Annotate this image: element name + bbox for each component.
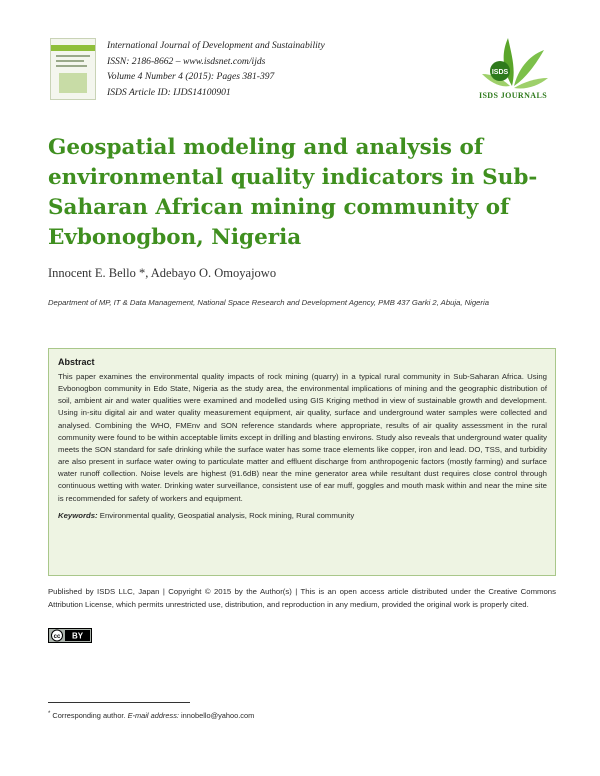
author-email[interactable]: innobello@yahoo.com <box>181 711 255 720</box>
keywords-label: Keywords: <box>58 510 98 520</box>
keywords-line <box>58 511 547 520</box>
abstract-heading: Abstract <box>58 357 95 367</box>
svg-text:ISDS: ISDS <box>491 69 509 76</box>
abstract-box <box>48 348 556 576</box>
paper-title: Geospatial modeling and analysis of environmental quality indicators in Sub-Saharan African mining community of Evbonogbon, Nigeria <box>48 135 538 250</box>
email-label: E-mail address: <box>127 711 179 720</box>
logo-caption: ISDS JOURNALS <box>478 91 548 100</box>
footnote-marker: * <box>48 711 51 717</box>
journal-info <box>107 38 427 100</box>
svg-text:cc: cc <box>53 634 61 640</box>
journal-cover-thumbnail <box>50 38 96 100</box>
abstract-text: This paper examines the environmental quality impacts of rock mining (quarry) in a typical rural community in Sub-Saharan Africa. Using Evbonogbon community in Edo State, Nigeria as the study area, the environmental implications of mining and the geographic distribution of soil, ambient air and water qualities were examined and modelled using GIS Kriging method in view of sustainable growth and development. Using in-situ digital air and water quality measurement equipment, air quality, surface and underground water samples were collected and analysed. Combining the WHO, FMEnv and SON reference standards where appropriate, results of air quality assessment in the rural community were found to be within acceptable limits except in drilling and blasting environs. Study also reveals that underground water quality meets the SON standard for safe drinking while the surface water has some trace elements like copper, iron and lead. DO, TSS, and turbidity are also present in surface water owing to particulate matter and effluent discharge from anthropogenic factors (mostly farming) and surface water runoff collection. Noise levels are highest (91.6dB) near the mine generator area while resultant dust requires close control through continuous wetting with water. Drinking water surveillance, consistent use of ear muff, goggles and mouth mask within and near the mine site is recommended for safety of workers and equipment. <box>58 372 547 503</box>
author-affiliation: Department of MP, IT & Data Management, National Space Research and Development Agency, PMB 437 Garki 2, Abuja, Nigeria <box>48 298 489 307</box>
svg-text:BY: BY <box>71 631 84 641</box>
paper-authors: Innocent E. Bello *, Adebayo O. Omoyajowo <box>48 266 277 280</box>
journal-name: International Journal of Development and Sustainability <box>107 40 325 51</box>
journal-volume: Volume 4 Number 4 (2015): Pages 381-397 <box>107 71 275 82</box>
cc-by-license-badge[interactable] <box>48 628 92 643</box>
license-notice: Published by ISDS LLC, Japan | Copyright © 2015 by the Author(s) | This is an open access article distributed under the Creative Commons Attribution License, which permits unrestricted use, distribution, and reproduction in any medium, provided the original work is properly cited. <box>48 587 556 609</box>
journal-issn: ISSN: 2186-8662 – www.isdsnet.com/ijds <box>107 55 266 67</box>
corresponding-author-footnote <box>48 711 556 720</box>
footnote-label: Corresponding author. <box>52 711 126 720</box>
keywords-list: Environmental quality, Geospatial analysis, Rock mining, Rural community <box>99 510 355 520</box>
footnote-divider <box>48 702 190 703</box>
article-id: ISDS Article ID: IJDS14100901 <box>107 86 231 98</box>
